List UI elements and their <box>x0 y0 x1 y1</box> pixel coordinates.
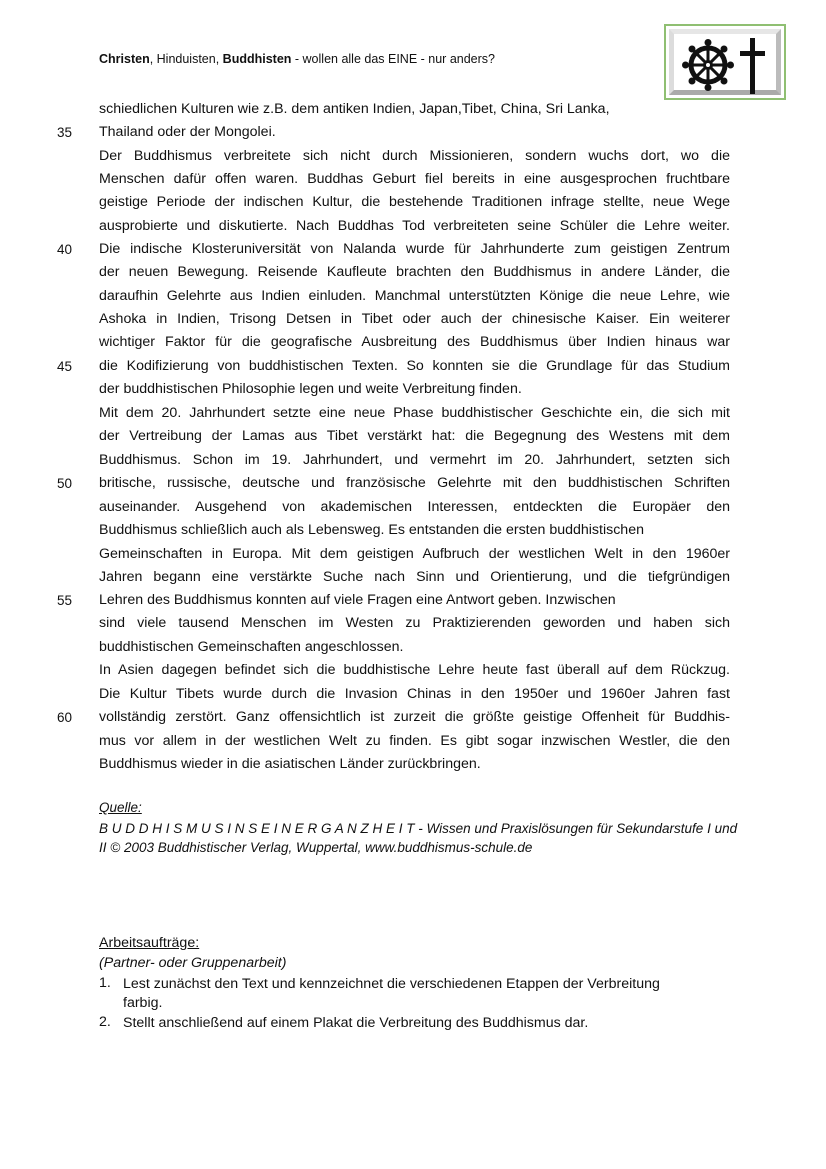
tasks-subtitle: (Partner- oder Gruppenarbeit) <box>99 955 287 971</box>
cross-icon <box>738 36 768 96</box>
text-line: Gemeinschaften in Europa. Mit dem geistigen Aufbruch der westlichen Welt in den 1960er <box>99 546 730 562</box>
text-line: britische, russische, deutsche und französische Gelehrte mit den buddhistischen Schriften <box>99 475 730 491</box>
task-item <box>123 975 723 1013</box>
text-line: Buddhismus schließlich auch als Lebensweg. Es entstanden die ersten buddhistischen <box>99 522 644 538</box>
task-text-line: farbig. <box>123 995 163 1011</box>
header-hinduisten: , Hinduisten, <box>149 52 223 66</box>
text-line: der buddhistischen Philosophie legen und weite Verbreitung finden. <box>99 381 522 397</box>
text-line: Lehren des Buddhismus konnten auf viele Fragen eine Antwort geben. Inzwischen <box>99 592 616 608</box>
dharma-wheel-icon <box>682 39 734 91</box>
task-text-line: Lest zunächst den Text und kennzeichnet die verschiedenen Etappen der Verbreitung <box>123 976 660 992</box>
line-number: 50 <box>57 476 73 491</box>
task-item: Stellt anschließend auf einem Plakat die Verbreitung des Buddhismus dar. <box>123 1015 589 1031</box>
page-header <box>99 52 495 66</box>
source-label: Quelle: <box>99 800 142 815</box>
text-line: daraufhin Gelehrte aus Indien einluden. Manchmal unterstützten Könige die neue Lehre, wie <box>99 288 730 304</box>
text-line: auseinander. Ausgehend von akademischen Interessen, entdeckten die Europäer den <box>99 499 730 515</box>
text-line: schiedlichen Kulturen wie z.B. dem antiken Indien, Japan,Tibet, China, Sri Lanka, <box>99 101 610 117</box>
text-line: sind viele tausend Menschen im Westen zu Praktizierenden geworden und haben sich <box>99 615 730 631</box>
text-line: die Kodifizierung von buddhistischen Texten. So konnten sie die Grundlage für das Studium <box>99 358 730 374</box>
source-citation-line1: B U D D H I S M U S I N S E I N E R G A N Z H E I T - Wissen und Praxislösungen für Sekundarstufe I und <box>99 821 738 836</box>
header-tagline: - wollen alle das EINE - nur anders? <box>291 52 495 66</box>
line-number: 55 <box>57 593 73 608</box>
text-line: Mit dem 20. Jahrhundert setzte eine neue Phase buddhistischer Geschichte ein, die sich mit <box>99 405 730 421</box>
text-line: geistige Periode der indischen Kultur, die bestehende Traditionen infrage stellte, neue Wege <box>99 194 730 210</box>
line-number: 35 <box>57 125 73 140</box>
text-line: Die Kultur Tibets wurde durch die Invasion Chinas in den 1950er und 1960er Jahren fast <box>99 686 730 702</box>
text-line: Buddhismus wieder in die asiatischen Länder zurückbringen. <box>99 756 481 772</box>
text-line: der neuen Bewegung. Reisende Kaufleute brachten den Buddhismus in andere Länder, die <box>99 264 730 280</box>
text-line: Buddhismus. Schon im 19. Jahrhundert, und vermehrt im 20. Jahrhundert, setzten sich <box>99 452 730 468</box>
text-line: ausprobierte und diskutierte. Nach Buddhas Tod verbreiteten seine Schüler die Lehre weiter. <box>99 218 730 234</box>
text-line: Die indische Klosteruniversität von Nalanda wurde für Jahrhunderte zum geistigen Zentrum <box>99 241 730 257</box>
text-line: wichtiger Faktor für die geografische Ausbreitung des Buddhismus über Indien hinaus war <box>99 334 730 350</box>
task-number: 1. <box>99 975 111 991</box>
text-line: Menschen dafür offen waren. Buddhas Geburt fiel bereits in eine ausgesprochen fruchtbare <box>99 171 730 187</box>
task-number: 2. <box>99 1014 111 1030</box>
text-line: Ashoka in Indien, Trisong Detsen in Tibet oder auch der chinesische Kaiser. Ein weiterer <box>99 311 730 327</box>
header-buddhisten: Buddhisten <box>222 52 292 66</box>
text-line: mus vor allem in der westlichen Welt zu finden. Es gibt sogar inzwischen Westler, die den <box>99 733 730 749</box>
tasks-title: Arbeitsaufträge: <box>99 935 200 951</box>
line-number: 45 <box>57 359 73 374</box>
header-christen: Christen <box>99 52 150 66</box>
text-line: In Asien dagegen befindet sich die buddhistische Lehre heute fast überall auf dem Rückzug. <box>99 662 730 678</box>
text-line: der Vertreibung der Lamas aus Tibet verstärkt hat: die Begegnung des Westens mit dem <box>99 428 730 444</box>
text-line: Thailand oder der Mongolei. <box>99 124 276 140</box>
line-number: 60 <box>57 710 73 725</box>
line-number: 40 <box>57 242 73 257</box>
source-citation-line2: II © 2003 Buddhistischer Verlag, Wuppertal, www.buddhismus-schule.de <box>99 840 533 855</box>
religion-logo <box>664 24 786 100</box>
text-line: buddhistischen Gemeinschaften angeschlossen. <box>99 639 404 655</box>
text-line: vollständig zerstört. Ganz offensichtlich ist zurzeit die größte geistige Offenheit für Buddhis- <box>99 709 730 725</box>
text-line: Jahren begann eine verstärkte Suche nach Sinn und Orientierung, und die tiefgründigen <box>99 569 730 585</box>
text-line: Der Buddhismus verbreitete sich nicht durch Missionieren, sondern wuchs dort, wo die <box>99 148 730 164</box>
